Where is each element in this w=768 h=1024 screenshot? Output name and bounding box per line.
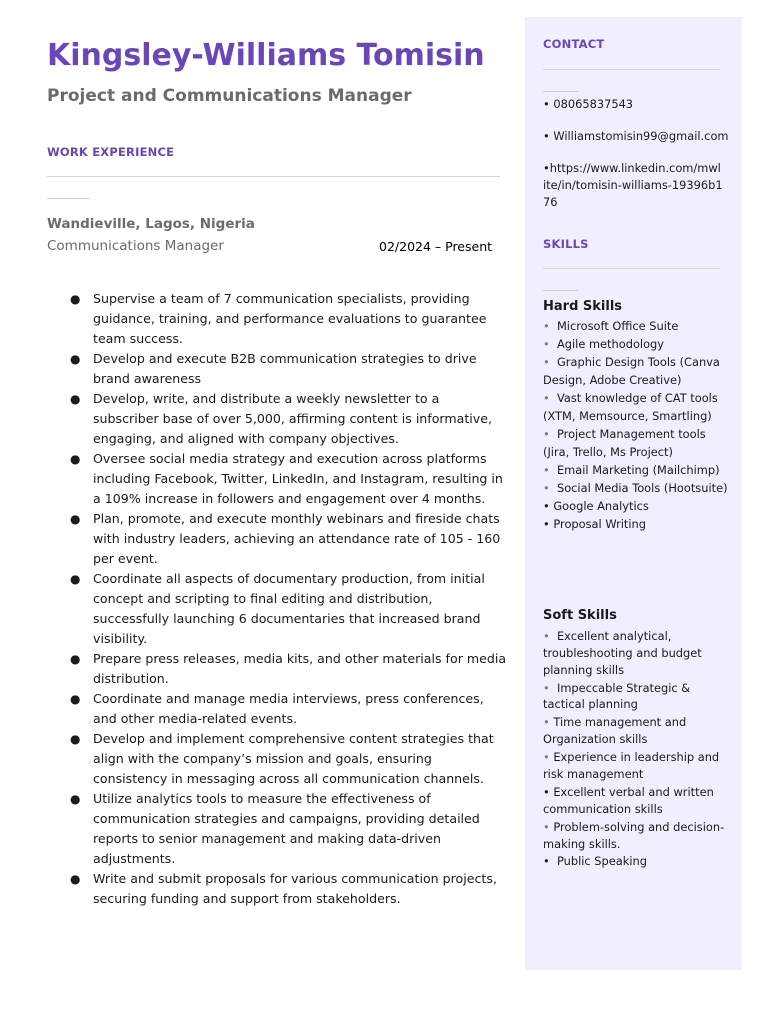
bullet-icon: • [543, 680, 557, 695]
skill-text: Email Marketing (Mailchimp) [556, 463, 720, 477]
bullet-icon: ● [70, 872, 81, 886]
bullet-icon: ● [70, 732, 81, 746]
contact-linkedin: •https://www.linkedin.com/mwlite/in/tomisin-williams-19396b176 [543, 161, 723, 209]
bullet-icon: ● [70, 792, 81, 806]
bullet-icon: • [543, 391, 557, 405]
duty-item [70, 289, 508, 349]
bullet-icon: • [543, 427, 557, 441]
duty-item [70, 689, 508, 729]
bullet-icon: ● [70, 512, 81, 526]
candidate-name: Kingsley-Williams Tomisin [47, 38, 485, 73]
duty-text: Coordinate and manage media interviews, press conferences, and other media-related events. [93, 691, 484, 726]
bullet-icon: ● [70, 352, 81, 366]
skill-text: Graphic Design Tools (Canva Design, Adobe Creative) [543, 355, 720, 387]
duty-text: Develop and implement comprehensive content strategies that align with the company’s mission and goals, ensuring consistency in messaging across all communication channels. [93, 731, 494, 786]
skill-text: Impeccable Strategic & tactical planning [543, 680, 691, 712]
section-divider [543, 268, 720, 269]
contact-heading: CONTACT [543, 37, 605, 51]
skill-item [543, 515, 728, 533]
hard-skills-heading: Hard Skills [543, 299, 623, 314]
bullet-icon: ● [70, 392, 81, 406]
bullet-icon: • [543, 517, 554, 531]
skill-text: Public Speaking [556, 854, 647, 869]
duty-text: Develop, write, and distribute a weekly newsletter to a subscriber base of over 5,000, affirming content is informative, engaging, and aligned with company objectives. [93, 391, 493, 446]
skill-text: Vast knowledge of CAT tools (XTM, Memsource, Smartling) [543, 391, 718, 423]
skill-text: Social Media Tools (Hootsuite) [556, 481, 728, 495]
skill-item [543, 819, 728, 853]
bullet-icon: ● [70, 452, 81, 466]
work-experience-heading: WORK EXPERIENCE [47, 145, 175, 159]
duty-item [70, 649, 508, 689]
skill-text: Experience in leadership and risk management [543, 750, 720, 781]
duty-text: Plan, promote, and execute monthly webinars and fireside chats with industry leaders, achieving an attendance rate of 105 - 160 per event. [93, 511, 501, 566]
bullet-icon: • [543, 629, 557, 643]
hard-skills-list [543, 317, 728, 533]
bullet-icon: ● [70, 292, 81, 306]
skill-text: Google Analytics [553, 499, 649, 513]
skill-text: Excellent analytical, troubleshooting and budget planning skills [543, 629, 702, 677]
skill-item [543, 853, 728, 870]
duty-item [70, 729, 508, 789]
skill-text: Microsoft Office Suite [556, 319, 679, 333]
section-divider [543, 69, 720, 70]
skill-text: Excellent verbal and written communication skills [543, 784, 714, 816]
skill-text: Proposal Writing [553, 517, 646, 531]
duty-text: Prepare press releases, media kits, and other materials for media distribution. [93, 651, 507, 686]
bullet-icon: • [543, 355, 557, 369]
duty-text: Coordinate all aspects of documentary production, from initial concept and scripting to final editing and distribution, successfully launching 6 documentaries that increased brand visibility. [93, 571, 485, 646]
skill-item [543, 317, 728, 335]
duty-text: Write and submit proposals for various communication projects, securing funding and support from stakeholders. [93, 871, 497, 906]
section-divider-short [543, 290, 578, 291]
skills-heading: SKILLS [543, 237, 589, 251]
duty-text: Utilize analytics tools to measure the effectiveness of communication strategies and campaigns, providing detailed reports to senior management and making data-driven adjustments. [93, 791, 480, 866]
skill-item [543, 425, 728, 461]
job-title: Project and Communications Manager [47, 86, 412, 106]
duty-item [70, 789, 508, 869]
duty-text: Supervise a team of 7 communication specialists, providing guidance, training, and performance evaluations to guarantee team success. [93, 291, 487, 346]
bullet-icon: • [543, 319, 557, 333]
contact-email: • Williamstomisin99@gmail.com [543, 129, 729, 143]
company-location: Wandieville, Lagos, Nigeria [47, 216, 255, 232]
skill-item [543, 461, 728, 479]
bullet-icon: ● [70, 692, 81, 706]
skill-item [543, 628, 728, 678]
skill-item [543, 353, 728, 389]
bullet-icon: • [543, 819, 554, 834]
bullet-icon: ● [70, 572, 81, 586]
bullet-icon: • [543, 337, 557, 351]
soft-skills-list [543, 628, 728, 871]
skill-item [543, 784, 728, 818]
skill-item [543, 335, 728, 353]
skill-item [543, 680, 728, 714]
skill-item [543, 749, 728, 783]
duty-text: Develop and execute B2B communication strategies to drive brand awareness [93, 351, 477, 386]
skill-text: Agile methodology [556, 337, 665, 351]
skill-text: Problem-solving and decision-making skills. [543, 819, 725, 851]
bullet-icon: • [543, 715, 554, 730]
duty-item [70, 349, 508, 389]
skill-text: Time management and Organization skills [543, 715, 687, 747]
job-role: Communications Manager [47, 238, 224, 254]
bullet-icon: • [543, 463, 557, 477]
job-dates: 02/2024 – Present [379, 239, 493, 254]
skill-text: Project Management tools (Jira, Trello, Ms Project) [543, 427, 706, 459]
duties-list [70, 289, 508, 909]
bullet-icon: • [543, 499, 554, 513]
soft-skills-heading: Soft Skills [543, 608, 617, 623]
duty-item [70, 509, 508, 569]
bullet-icon: • [543, 750, 554, 765]
duty-item [70, 569, 508, 649]
duty-item [70, 389, 508, 449]
duty-item [70, 449, 508, 509]
bullet-icon: • [543, 481, 557, 495]
skill-item [543, 714, 728, 748]
skill-item [543, 479, 728, 497]
skill-item [543, 389, 728, 425]
duty-text: Oversee social media strategy and execution across platforms including Facebook, Twitter, LinkedIn, and Instagram, resulting in a 109% increase in followers and engagement over 4 months. [93, 451, 503, 506]
section-divider [47, 176, 500, 177]
bullet-icon: • [543, 784, 554, 799]
bullet-icon: ● [70, 652, 81, 666]
bullet-icon: • [543, 854, 557, 869]
section-divider-short [47, 198, 90, 199]
skill-item [543, 497, 728, 515]
contact-phone: • 08065837543 [543, 97, 634, 111]
duty-item [70, 869, 508, 909]
section-divider-short [543, 91, 578, 92]
